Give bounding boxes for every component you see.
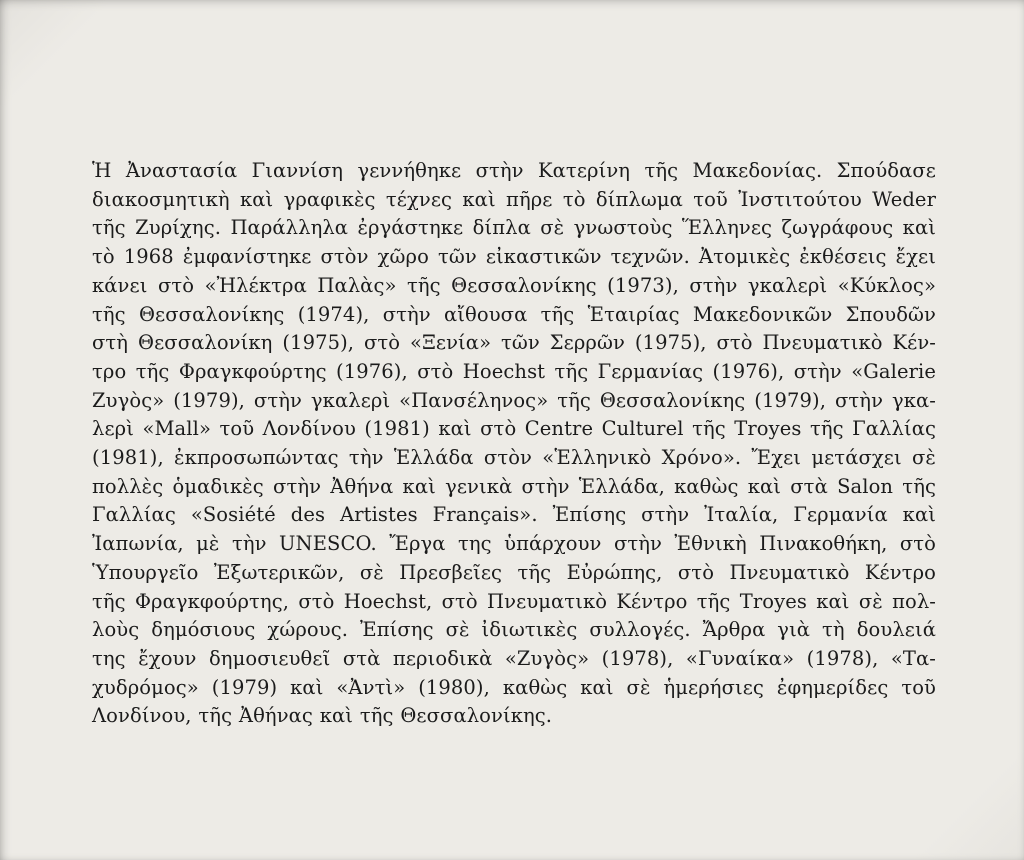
text-line: Λονδίνου, τῆς Ἀθήνας καὶ τῆς Θεσσαλονίκης. [92,704,553,728]
text-line: Ζυγὸς» (1979), στὴν γκαλερὶ «Πανσέληνος» τῆς Θεσσαλονίκης (1979), στὴν γκα- [92,388,936,412]
text-line: τῆς Ζυρίχης. Παράλληλα ἐργάστηκε δίπλα σὲ γνωστοὺς Ἕλληνες ζωγράφους καὶ [92,216,936,240]
text-line: τὸ 1968 ἐμφανίστηκε στὸν χῶρο τῶν εἰκαστικῶν τεχνῶν. Ἀτομικὲς ἐκθέσεις ἔχει [92,245,936,269]
text-line: Γαλλίας «Sosiété des Artistes Français». Ἐπίσης στὴν Ἰταλία, Γερμανία καὶ [92,503,936,527]
text-line: Ἰαπωνία, μὲ τὴν UNESCO. Ἔργα της ὑπάρχουν στὴν Ἐθνικὴ Πινακοθήκη, στὸ [92,532,936,556]
text-line: της ἔχουν δημοσιευθεῖ στὰ περιοδικὰ «Ζυγὸς» (1978), «Γυναίκα» (1978), «Τα- [92,646,936,670]
text-line: πολλὲς ὁμαδικὲς στὴν Ἀθήνα καὶ γενικὰ στὴν Ἑλλάδα, καθὼς καὶ στὰ Salon τῆς [92,474,936,498]
text-line: χυδρόμος» (1979) καὶ «Ἀντὶ» (1980), καθὼς καὶ σὲ ἡμερήσιες ἐφημερίδες τοῦ [92,675,936,699]
text-line: λερὶ «Mall» τοῦ Λονδίνου (1981) καὶ στὸ Centre Culturel τῆς Troyes τῆς Γαλλίας [92,417,936,441]
text-line: στὴ Θεσσαλονίκη (1975), στὸ «Ξενία» τῶν Σερρῶν (1975), στὸ Πνευματικὸ Κέν- [92,331,936,355]
text-line: τῆς Φραγκφούρτης, στὸ Hoechst, στὸ Πνευματικὸ Κέντρο τῆς Troyes καὶ σὲ πολ- [92,589,936,613]
biography-paragraph [92,157,936,731]
text-line: Ἡ Ἀναστασία Γιαννίση γεννήθηκε στὴν Κατερίνη τῆς Μακεδονίας. Σπούδασε [92,159,936,182]
text-line: τῆς Θεσσαλονίκης (1974), στὴν αἴθουσα τῆς Ἑταιρίας Μακεδονικῶν Σπουδῶν [92,302,936,326]
text-line: Ὑπουργεῖο Ἐξωτερικῶν, σὲ Πρεσβεῖες τῆς Εὐρώπης, στὸ Πνευματικὸ Κέντρο [92,560,936,584]
text-line: τρο τῆς Φραγκφούρτης (1976), στὸ Hoechst τῆς Γερμανίας (1976), στὴν «Galerie [92,359,936,383]
text-line: κάνει στὸ «Ἠλέκτρα Παλὰς» τῆς Θεσσαλονίκης (1973), στὴν γκαλερὶ «Κύκλος» [92,273,936,297]
text-line: διακοσμητικὴ καὶ γραφικὲς τέχνες καὶ πῆρε τὸ δίπλωμα τοῦ Ἰνστιτούτου Weder [92,187,936,211]
text-line: λοὺς δημόσιους χώρους. Ἐπίσης σὲ ἰδιωτικὲς συλλογές. Ἄρθρα γιὰ τὴ δουλειά [92,618,936,642]
text-line: (1981), ἐκπροσωπώντας τὴν Ἑλλάδα στὸν «Ἑλληνικὸ Χρόνο». Ἔχει μετάσχει σὲ [92,446,936,470]
